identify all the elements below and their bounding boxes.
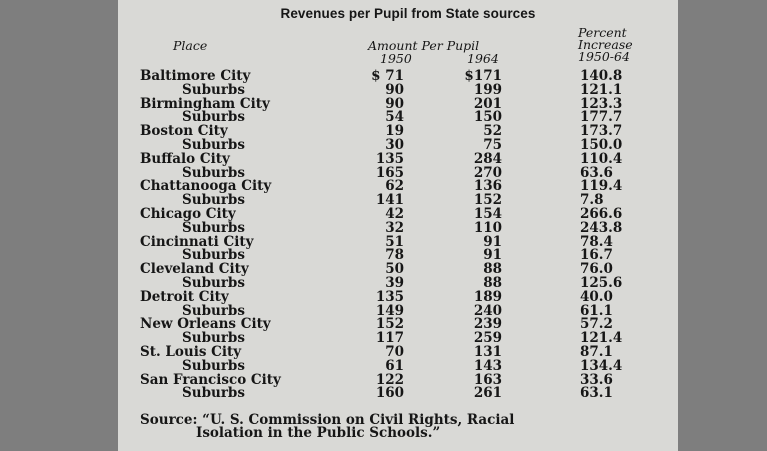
row-value-1964: 154: [473, 205, 502, 222]
row-value-1964: 163: [473, 371, 502, 388]
row-value-1950: 90: [385, 81, 404, 98]
row-value-1964: 91: [483, 233, 502, 250]
row-percent-increase: 121.1: [580, 81, 623, 98]
header-year-1950: 1950: [380, 51, 412, 66]
row-value-1964: 261: [473, 385, 502, 402]
row-place: Suburbs: [182, 192, 245, 209]
row-percent-increase: 173.7: [580, 123, 623, 140]
row-place: Suburbs: [182, 385, 245, 402]
row-percent-increase: 40.0: [580, 288, 613, 305]
row-place: Cleveland City: [140, 261, 249, 278]
row-percent-increase: 33.6: [580, 371, 613, 388]
row-value-1964: 75: [483, 136, 502, 153]
row-value-1950: 152: [375, 316, 404, 333]
row-percent-increase: 87.1: [580, 343, 613, 360]
row-place: Buffalo City: [140, 150, 230, 167]
row-value-1964: 270: [473, 164, 502, 181]
row-value-1964: 88: [483, 261, 502, 278]
header-percent-line3: 1950-64: [578, 49, 630, 64]
header-percent-line1: Percent: [578, 25, 627, 40]
row-place: Birmingham City: [140, 95, 270, 112]
row-value-1950: 54: [385, 109, 404, 126]
row-value-1950: 90: [385, 95, 404, 112]
row-place: Suburbs: [182, 109, 245, 126]
row-place: Chattanooga City: [140, 178, 272, 195]
row-value-1964: 150: [473, 109, 502, 126]
row-value-1950: 30: [385, 136, 404, 153]
row-percent-increase: 57.2: [580, 316, 613, 333]
row-percent-increase: 110.4: [580, 150, 623, 167]
row-place: Boston City: [140, 123, 228, 140]
row-value-1964: 189: [473, 288, 502, 305]
row-place: Chicago City: [140, 205, 236, 222]
row-percent-increase: 63.6: [580, 164, 613, 181]
row-value-1950: 122: [375, 371, 404, 388]
row-value-1964: 240: [473, 302, 502, 319]
row-value-1950: 149: [375, 302, 404, 319]
row-value-1950: 50: [385, 261, 404, 278]
row-percent-increase: 177.7: [580, 109, 623, 126]
row-percent-increase: 140.8: [580, 68, 623, 84]
row-place: Detroit City: [140, 288, 229, 305]
table-row: [118, 387, 678, 401]
row-value-1950: 78: [385, 247, 404, 264]
row-value-1950: 165: [375, 164, 404, 181]
header-place: Place: [173, 38, 208, 53]
header-percent-increase: [578, 27, 640, 63]
row-percent-increase: 150.0: [580, 136, 623, 153]
source-line-2: Isolation in the Public Schools.”: [196, 425, 441, 441]
row-value-1964: 199: [473, 81, 502, 98]
row-value-1964: 201: [473, 95, 502, 112]
row-place: Suburbs: [182, 274, 245, 291]
row-percent-increase: 119.4: [580, 178, 623, 195]
row-value-1950: 135: [375, 150, 404, 167]
source-line-1: Source: “U. S. Commission on Civil Rights, Racial: [140, 412, 515, 428]
row-value-1964: 131: [473, 343, 502, 360]
row-value-1950: 135: [375, 288, 404, 305]
row-value-1964: $171: [464, 68, 502, 84]
row-value-1950: 39: [385, 274, 404, 291]
source-note: [140, 414, 514, 440]
header-percent-line2: Increase: [578, 37, 633, 52]
row-percent-increase: 125.6: [580, 274, 623, 291]
row-place: Suburbs: [182, 164, 245, 181]
row-value-1964: 284: [473, 150, 502, 167]
row-value-1950: 61: [385, 357, 404, 374]
row-place: New Orleans City: [140, 316, 271, 333]
document-page: [118, 0, 678, 451]
row-place: Suburbs: [182, 247, 245, 264]
row-value-1950: 141: [375, 192, 404, 209]
row-percent-increase: 61.1: [580, 302, 613, 319]
row-percent-increase: 134.4: [580, 357, 623, 374]
row-percent-increase: 266.6: [580, 205, 623, 222]
row-value-1964: 239: [473, 316, 502, 333]
row-value-1950: 32: [385, 219, 404, 236]
row-value-1964: 110: [473, 219, 502, 236]
row-value-1964: 91: [483, 247, 502, 264]
row-place: Suburbs: [182, 219, 245, 236]
row-value-1950: 42: [385, 205, 404, 222]
row-place: Suburbs: [182, 302, 245, 319]
row-value-1950: $ 71: [371, 68, 404, 84]
row-value-1950: 19: [385, 123, 404, 140]
row-percent-increase: 76.0: [580, 261, 613, 278]
header-year-1964: 1964: [467, 51, 499, 66]
row-place: Suburbs: [182, 330, 245, 347]
row-percent-increase: 121.4: [580, 330, 623, 347]
table-body: [118, 70, 678, 401]
row-percent-increase: 7.8: [580, 192, 604, 209]
header-amount-per-pupil: Amount Per Pupil: [368, 38, 480, 53]
row-place: Cincinnati City: [140, 233, 254, 250]
row-value-1950: 160: [375, 385, 404, 402]
row-percent-increase: 243.8: [580, 219, 623, 236]
row-place: Suburbs: [182, 136, 245, 153]
row-value-1950: 117: [375, 330, 404, 347]
row-value-1964: 136: [473, 178, 502, 195]
row-percent-increase: 123.3: [580, 95, 623, 112]
row-value-1964: 259: [473, 330, 502, 347]
row-percent-increase: 63.1: [580, 385, 613, 402]
row-value-1964: 152: [473, 192, 502, 209]
row-percent-increase: 78.4: [580, 233, 613, 250]
row-value-1950: 62: [385, 178, 404, 195]
table-title: Revenues per Pupil from State sources: [280, 6, 536, 21]
row-value-1964: 88: [483, 274, 502, 291]
row-place: Baltimore City: [140, 68, 251, 84]
row-value-1964: 143: [473, 357, 502, 374]
row-value-1950: 51: [385, 233, 404, 250]
row-place: San Francisco City: [140, 371, 281, 388]
row-place: St. Louis City: [140, 343, 242, 360]
row-value-1950: 70: [385, 343, 404, 360]
row-percent-increase: 16.7: [580, 247, 613, 264]
row-place: Suburbs: [182, 81, 245, 98]
row-value-1964: 52: [483, 123, 502, 140]
row-place: Suburbs: [182, 357, 245, 374]
